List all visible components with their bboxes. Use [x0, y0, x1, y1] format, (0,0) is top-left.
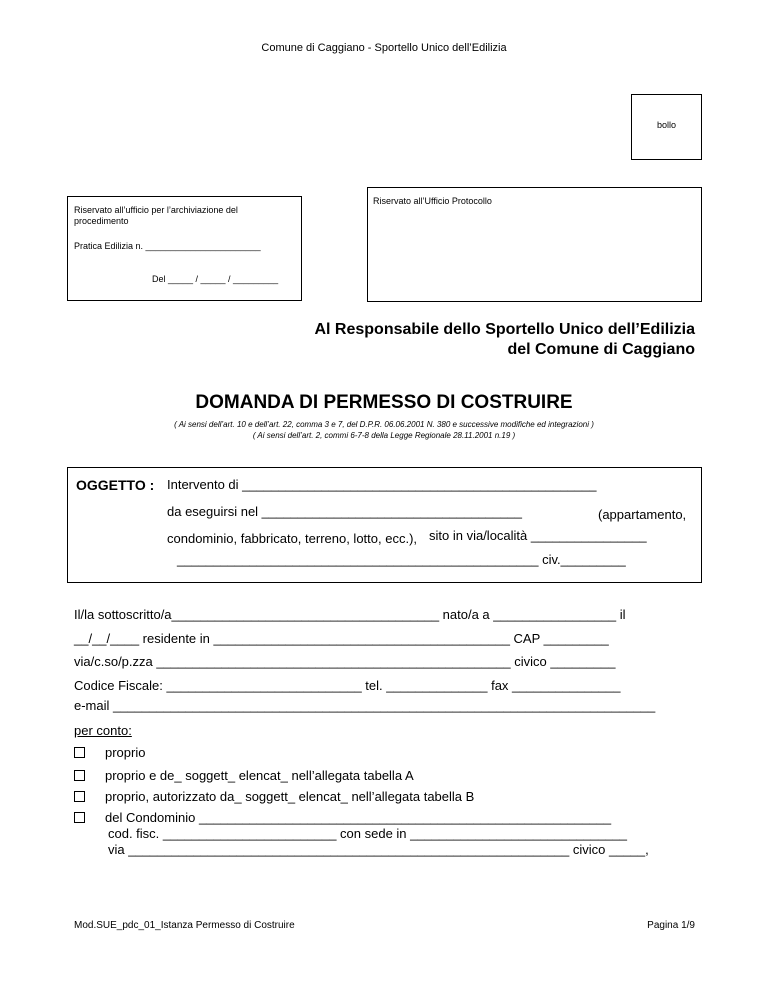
eseguirsi-field[interactable]: da eseguirsi nel ____________________________________: [167, 504, 522, 519]
addressee-line-1: Al Responsabile dello Sportello Unico dell’Edilizia: [314, 321, 695, 338]
sottoscritto-line[interactable]: Il/la sottoscritto/a_____________________________________ nato/a a _________________ il: [74, 607, 626, 622]
checkbox-icon[interactable]: [74, 747, 85, 758]
option-label: proprio: [105, 745, 146, 760]
subtitle-line-2: ( Ai sensi dell’art. 2, commi 6-7-8 della Legge Regionale 28.11.2001 n.19 ): [252, 431, 516, 440]
oggetto-box: [67, 467, 702, 583]
stamp-box: [631, 94, 702, 160]
del-field: Del _____ / _____ / _________: [152, 274, 279, 284]
appartamento-note: (appartamento,: [598, 507, 687, 522]
protocol-label: Riservato all’Ufficio Protocollo: [373, 196, 492, 206]
protocol-box: [367, 187, 702, 302]
option-condominio[interactable]: [74, 810, 611, 825]
oggetto-label: OGGETTO :: [76, 477, 155, 493]
condominio-via-line[interactable]: via _____________________________________________________________ civico _____,: [108, 842, 649, 857]
email-line[interactable]: e-mail ___________________________________________________________________________: [74, 698, 656, 713]
archive-box: [67, 196, 302, 301]
option-tabella-a[interactable]: [74, 768, 414, 783]
per-conto-label: per conto:: [74, 723, 132, 738]
option-label: proprio e de_ soggett_ elencat_ nell’allegata tabella A: [105, 768, 414, 783]
codice-fiscale-line[interactable]: Codice Fiscale: ___________________________ tel. ______________ fax _______________: [74, 678, 621, 693]
pratica-field: Pratica Edilizia n. _______________________: [74, 241, 261, 251]
footer-left: Mod.SUE_pdc_01_Istanza Permesso di Costruire: [74, 920, 295, 931]
checkbox-icon[interactable]: [74, 770, 85, 781]
subtitle-line-1: ( Ai sensi dell’art. 10 e dell’art. 22, comma 3 e 7, del D.P.R. 06.06.2001 N. 380 e successive modifiche ed integrazioni ): [174, 420, 594, 429]
checkbox-icon[interactable]: [74, 791, 85, 802]
via-line[interactable]: via/c.so/p.zza _________________________________________________ civico _________: [74, 654, 616, 669]
option-label: proprio, autorizzato da_ soggett_ elencat_ nell’allegata tabella B: [105, 789, 475, 804]
addressee: [314, 320, 695, 360]
footer-right: Pagina 1/9: [647, 920, 695, 931]
option-label: del Condominio _________________________________________________________: [105, 810, 612, 825]
option-proprio[interactable]: [74, 745, 145, 760]
archive-label: Riservato all’ufficio per l’archiviazione del procedimento: [74, 205, 238, 226]
addressee-line-2: del Comune di Caggiano: [507, 341, 695, 358]
checkbox-icon[interactable]: [74, 812, 85, 823]
condominio-note: condominio, fabbricato, terreno, lotto, ecc.),: [167, 531, 418, 546]
residente-line[interactable]: __/__/____ residente in _________________________________________ CAP _________: [74, 631, 609, 646]
civ-field[interactable]: __________________________________________________ civ._________: [177, 552, 626, 567]
option-tabella-b[interactable]: [74, 789, 474, 804]
cod-fisc-line[interactable]: cod. fisc. ________________________ con sede in ______________________________: [108, 826, 628, 841]
document-title: DOMANDA DI PERMESSO DI COSTRUIRE: [195, 392, 573, 413]
intervento-field[interactable]: Intervento di _________________________________________________: [167, 477, 597, 492]
page-header: Comune di Caggiano - Sportello Unico dell’Edilizia: [261, 42, 507, 54]
sito-field[interactable]: sito in via/località ________________: [429, 528, 647, 543]
stamp-label: bollo: [656, 120, 676, 130]
